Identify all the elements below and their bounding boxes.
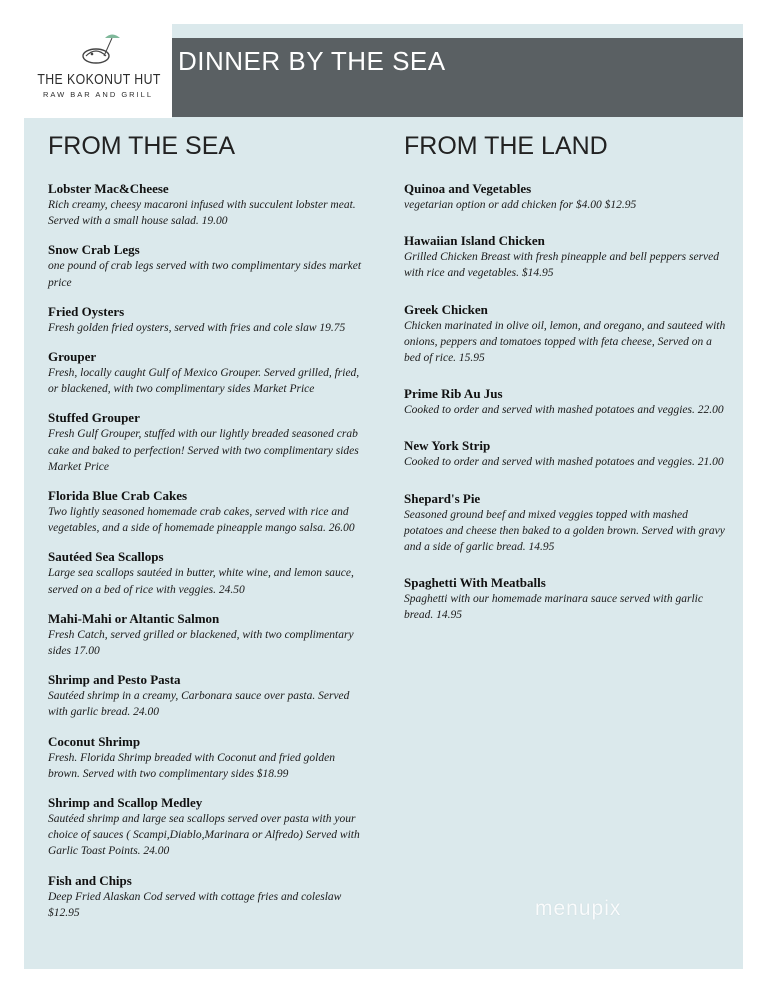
menu-item bbox=[48, 488, 368, 536]
section-heading: FROM THE LAND bbox=[404, 132, 608, 160]
item-description: Cooked to order and served with mashed potatoes and veggies. 21.00 bbox=[404, 456, 724, 469]
menu-item bbox=[404, 438, 726, 470]
item-name: New York Strip bbox=[404, 438, 491, 454]
item-name: Shrimp and Pesto Pasta bbox=[48, 672, 181, 688]
menu-item bbox=[48, 672, 368, 720]
menu-item bbox=[48, 795, 368, 860]
menu-item bbox=[48, 410, 368, 475]
item-name: Quinoa and Vegetables bbox=[404, 181, 532, 196]
item-name: Shepard's Pie bbox=[404, 490, 481, 506]
item-name: Fried Oysters bbox=[48, 303, 125, 319]
item-description: Spaghetti with our homemade marinara sauce served with garlic bread. 14.95 bbox=[404, 593, 703, 622]
from-the-sea-section bbox=[48, 130, 368, 934]
item-description: Chicken marinated in olive oil, lemon, and oregano, and sauteed with onions, peppers and tomatoes topped with feta cheese, Served on a bed of rice. 15.95 bbox=[404, 319, 726, 365]
item-name: Snow Crab Legs bbox=[48, 242, 140, 258]
menu-item bbox=[48, 349, 368, 397]
item-name: Fish and Chips bbox=[48, 872, 132, 888]
menu-item bbox=[48, 304, 368, 336]
item-description: Rich creamy, cheesy macaroni infused with succulent lobster meat. Served with a small house salad. 19.00 bbox=[48, 199, 356, 228]
menu-item bbox=[404, 233, 726, 281]
menu-item bbox=[404, 386, 726, 418]
item-description: Seasoned ground beef and mixed veggies topped with mashed potatoes and cheese then baked to a golden brown. Served with gravy and a side of garlic bread. 14.95 bbox=[404, 508, 725, 554]
menu-item bbox=[48, 181, 368, 229]
menu-item bbox=[48, 611, 368, 659]
item-name: Greek Chicken bbox=[404, 301, 488, 317]
menu-title: DINNER BY THE SEA bbox=[178, 46, 446, 76]
menupix-watermark: menupix bbox=[535, 897, 622, 920]
menu-item bbox=[48, 734, 368, 782]
menu-item bbox=[404, 181, 726, 213]
item-description: Fresh Gulf Grouper, stuffed with our lightly breaded seasoned crab cake and baked to perfection! Served with two complimentary sides Market Price bbox=[48, 428, 359, 473]
item-description: Large sea scallops sautéed in butter, white wine, and lemon sauce, served on a bed of rice with veggies. 24.50 bbox=[48, 567, 354, 596]
menu-item bbox=[404, 491, 726, 556]
item-name: Coconut Shrimp bbox=[48, 733, 141, 749]
item-description: vegetarian option or add chicken for $4.00 $12.95 bbox=[404, 199, 637, 211]
item-name: Lobster Mac&Cheese bbox=[48, 181, 169, 196]
item-name: Mahi-Mahi or Altantic Salmon bbox=[48, 610, 220, 626]
menu-item bbox=[48, 549, 368, 597]
section-heading: FROM THE SEA bbox=[48, 132, 236, 160]
item-description: Grilled Chicken Breast with fresh pineapple and bell peppers served with rice and vegetables. $14.95 bbox=[404, 251, 720, 280]
item-name: Sautéed Sea Scallops bbox=[48, 549, 164, 565]
item-description: Two lightly seasoned homemade crab cakes, served with rice and vegetables, and a side of homemade pineapple mango salsa. 26.00 bbox=[48, 506, 355, 535]
item-description: Deep Fried Alaskan Cod served with cottage fries and coleslaw $12.95 bbox=[48, 890, 342, 919]
item-description: Fresh golden fried oysters, served with fries and cole slaw 19.75 bbox=[48, 321, 346, 334]
menu-item bbox=[48, 242, 368, 290]
item-description: Fresh, locally caught Gulf of Mexico Grouper. Served grilled, fried, or blackened, with two complimentary sides Market Price bbox=[48, 367, 360, 396]
restaurant-logo bbox=[24, 24, 172, 118]
item-description: Sautéed shrimp in a creamy, Carbonara sauce over pasta. Served with garlic bread. 24.00 bbox=[48, 690, 350, 719]
item-name: Florida Blue Crab Cakes bbox=[48, 488, 188, 504]
item-description: Sautéed shrimp and large sea scallops served over pasta with your choice of sauces ( Scampi,Diablo,Marinara or Alfredo) Served with Garlic Toast Points. 24.00 bbox=[48, 813, 360, 858]
item-description: Fresh Catch, served grilled or blackened, with two complimentary sides 17.00 bbox=[48, 628, 354, 658]
item-name: Spaghetti With Meatballs bbox=[404, 575, 546, 591]
item-name: Shrimp and Scallop Medley bbox=[48, 795, 203, 811]
menu-item bbox=[404, 575, 726, 623]
logo-name: THE KOKONUT HUT bbox=[37, 71, 161, 88]
menu-item bbox=[48, 873, 368, 921]
from-the-land-section bbox=[404, 130, 726, 644]
item-description: Cooked to order and served with mashed potatoes and veggies. 22.00 bbox=[404, 404, 724, 417]
item-name: Hawaiian Island Chicken bbox=[404, 233, 545, 249]
logo-tagline: RAW BAR AND GRILL bbox=[43, 90, 153, 99]
item-description: one pound of crab legs served with two complimentary sides market price bbox=[48, 260, 362, 289]
item-description: Fresh. Florida Shrimp breaded with Coconut and fried golden brown. Served with two complimentary sides $18.99 bbox=[48, 751, 335, 780]
coconut-umbrella-icon bbox=[74, 32, 122, 66]
item-name: Grouper bbox=[48, 349, 97, 365]
menu-item bbox=[404, 302, 726, 367]
item-name: Prime Rib Au Jus bbox=[404, 386, 503, 402]
item-name: Stuffed Grouper bbox=[48, 410, 140, 426]
